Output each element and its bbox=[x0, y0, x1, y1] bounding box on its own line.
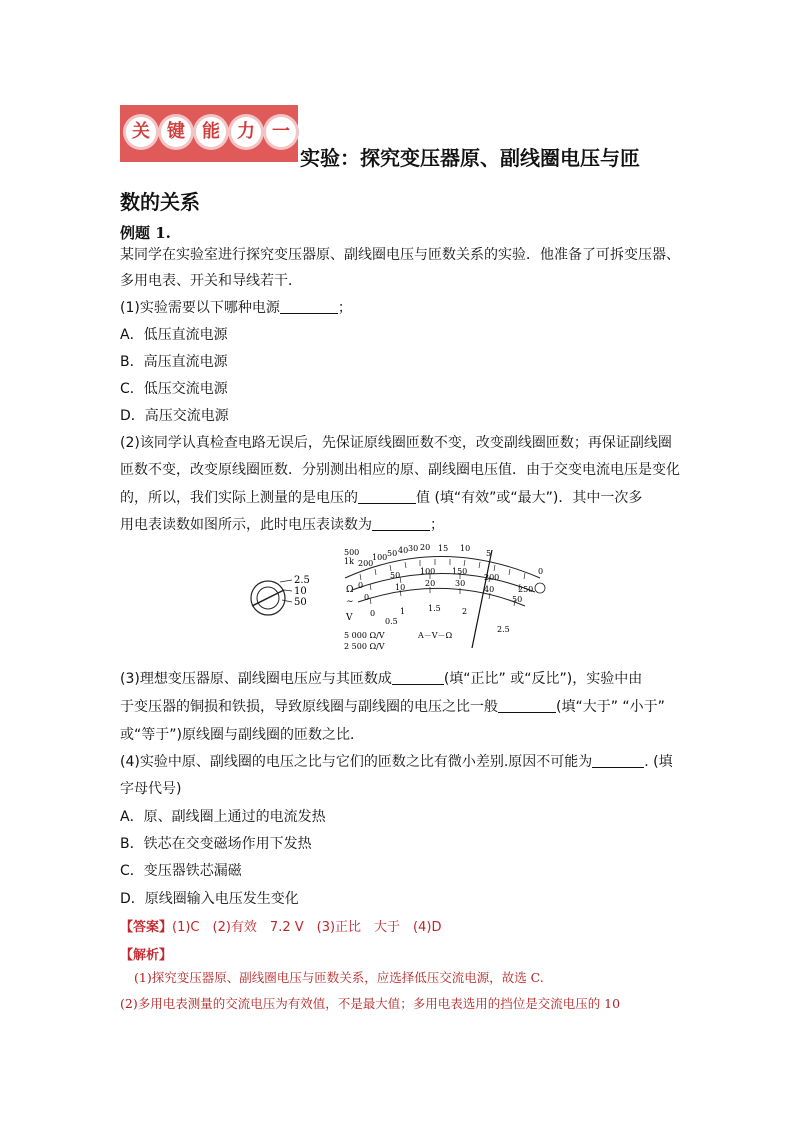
answer-text: (1)C (2)有效 7.2 V (3)正比 大于 (4)D bbox=[172, 920, 442, 935]
section-title-line2: 数的关系 bbox=[120, 190, 200, 214]
ohm-tick: 50 bbox=[387, 549, 398, 558]
question-1 bbox=[120, 297, 352, 317]
answer-tag: 【答案】 bbox=[120, 920, 173, 935]
analysis-line: (1)探究变压器原、副线圈电压与匝数关系，应选择低压交流电源，故选 C. bbox=[134, 970, 544, 985]
multimeter-figure bbox=[240, 540, 560, 660]
ohm-tick: 0 bbox=[538, 567, 544, 576]
answer-line bbox=[120, 916, 441, 935]
question-4-line bbox=[120, 751, 673, 771]
question-text: ； bbox=[337, 300, 352, 316]
question-text: (填“正比” 或“反比”)，实验中由 bbox=[443, 671, 643, 687]
badge-char: 力 bbox=[231, 117, 261, 147]
scale-tick: 0 bbox=[370, 609, 376, 618]
question-2-line: 匝数不变，改变原线圈匝数．分别测出相应的原、副线圈电压值．由于交变电流电压是变化 bbox=[120, 462, 680, 478]
scale-tick: 30 bbox=[455, 579, 466, 588]
stem-line: 多用电表、开关和导线若干． bbox=[120, 273, 302, 289]
scale-tick: 250 bbox=[518, 585, 534, 594]
scale-tick: 10 bbox=[395, 583, 406, 592]
scale-tick: 2.5 bbox=[497, 625, 510, 634]
ohm-tick: 10 bbox=[460, 544, 471, 553]
knob-label: 10 bbox=[294, 586, 307, 597]
scale-tick: 1 bbox=[400, 607, 406, 616]
badge-char: 关 bbox=[126, 117, 156, 147]
scale-tick: 20 bbox=[425, 579, 436, 588]
scale-tick: 0 bbox=[364, 593, 370, 602]
question-3-line bbox=[120, 696, 665, 716]
answer-blank bbox=[392, 670, 444, 685]
question-4-line: 字母代号) bbox=[120, 781, 182, 797]
ohm-tick: 30 bbox=[408, 544, 419, 553]
option-b: B．高压直流电源 bbox=[120, 354, 228, 370]
scale-tick: 40 bbox=[484, 585, 495, 594]
selector-knob-icon bbox=[251, 580, 292, 615]
ohm-tick: 5 bbox=[486, 549, 492, 558]
mode-label: A－V－Ω bbox=[418, 631, 453, 640]
ohm-tick: 1k bbox=[344, 557, 354, 566]
sensitivity-label: 2 500 Ω/V bbox=[344, 642, 385, 651]
analysis-line: (2)多用电表测量的交流电压为有效值，不是最大值；多用电表选用的挡位是交流电压的 10 bbox=[120, 996, 621, 1011]
option-d: D．高压交流电源 bbox=[120, 408, 229, 424]
section-title-line1: 实验：探究变压器原、副线圈电压与匝 bbox=[300, 146, 640, 170]
volt-symbol: V bbox=[346, 613, 353, 623]
question-3-line: 或“等于”)原线圈与副线圈的匝数之比． bbox=[120, 727, 364, 743]
option-a: A．低压直流电源 bbox=[120, 327, 228, 343]
answer-blank bbox=[498, 698, 556, 713]
ohm-tick: 40 bbox=[398, 546, 409, 555]
question-text: . (填 bbox=[644, 754, 673, 770]
question-3-line bbox=[120, 668, 642, 688]
ac-symbol: ∼ bbox=[346, 597, 354, 607]
question-text: (填“大于” “小于” bbox=[556, 699, 665, 715]
badge-char: 一 bbox=[266, 117, 296, 147]
answer-blank bbox=[592, 753, 644, 768]
analysis-tag-line bbox=[120, 944, 172, 963]
question-text: (3)理想变压器原、副线圈电压应与其匝数成 bbox=[120, 671, 392, 687]
stem-line: 某同学在实验室进行探究变压器原、副线圈电压与匝数关系的实验．他准备了可拆变压器、 bbox=[120, 247, 680, 263]
badge-char: 键 bbox=[161, 117, 191, 147]
ohm-symbol: Ω bbox=[346, 585, 354, 595]
option-b: B．铁芯在交变磁场作用下发热 bbox=[120, 836, 312, 852]
ohm-tick: 20 bbox=[420, 543, 431, 552]
question-text: 于变压器的铜损和铁损，导致原线圈与副线圈的电压之比一般 bbox=[120, 699, 498, 715]
scale-tick: 150 bbox=[452, 567, 468, 576]
answer-blank bbox=[280, 299, 338, 314]
question-text: 用电表读数如图所示，此时电压表读数为 bbox=[120, 517, 372, 533]
answer-blank bbox=[372, 516, 430, 531]
option-c: C．低压交流电源 bbox=[120, 381, 228, 397]
question-2-line bbox=[120, 514, 444, 534]
badge-char: 能 bbox=[196, 117, 226, 147]
option-a: A．原、副线圈上通过的电流发热 bbox=[120, 809, 326, 825]
knob-label: 2.5 bbox=[294, 575, 310, 586]
example-label: 例题 1. bbox=[120, 224, 171, 242]
question-2-line: (2)该同学认真检查电路无误后，先保证原线圈匝数不变，改变副线圈匝数；再保证副线圈 bbox=[120, 435, 672, 451]
scale-tick: 50 bbox=[390, 571, 401, 580]
question-text: (1)实验需要以下哪种电源 bbox=[120, 300, 280, 316]
question-text: 的，所以，我们实际上测量的是电压的 bbox=[120, 490, 358, 506]
ohm-tick: 200 bbox=[358, 559, 374, 568]
analysis-tag: 【解析】 bbox=[120, 948, 173, 963]
ohm-tick: 100 bbox=[372, 553, 388, 562]
scale-tick: 100 bbox=[420, 567, 436, 576]
ohm-tick: 500 bbox=[344, 548, 360, 557]
scale-tick: 200 bbox=[484, 573, 500, 582]
ohm-tick: 15 bbox=[438, 544, 449, 553]
sensitivity-label: 5 000 Ω/V bbox=[344, 631, 385, 640]
zero-adjust-icon bbox=[535, 583, 545, 593]
knob-label: 50 bbox=[294, 597, 307, 608]
scale-tick: 0.5 bbox=[385, 617, 398, 626]
scale-tick: 1.5 bbox=[428, 604, 441, 613]
question-2-line bbox=[120, 487, 642, 507]
section-badge bbox=[120, 105, 298, 162]
scale-tick: 0 bbox=[358, 581, 364, 590]
option-d: D．原线圈输入电压发生变化 bbox=[120, 891, 299, 907]
question-text: 值 (填“有效”或“最大”)．其中一次多 bbox=[416, 490, 643, 506]
question-text: (4)实验中原、副线圈的电压之比与它们的匝数之比有微小差别.原因不可能为 bbox=[120, 754, 593, 770]
option-c: C．变压器铁芯漏磁 bbox=[120, 863, 242, 879]
question-text: ； bbox=[430, 517, 444, 533]
answer-blank bbox=[358, 489, 416, 504]
scale-tick: 2 bbox=[462, 607, 468, 616]
scale-tick: 50 bbox=[512, 595, 523, 604]
